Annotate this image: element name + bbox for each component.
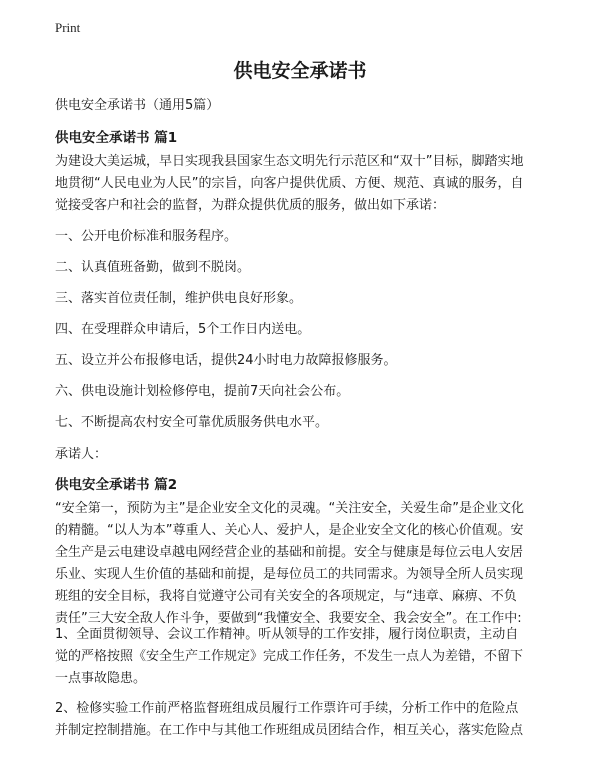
paragraph-line: 乐业、实现人生价值的基础和前提，是每位员工的共同需求。为领导全所人员实现 (55, 567, 524, 582)
section-heading-2: 供电安全承诺书 篇2 (55, 477, 178, 493)
paragraph-line: 觉的严格按照《安全生产工作规定》完成工作任务，不发生一点人为差错，不留下 (55, 649, 524, 664)
section1-intro-paragraph (55, 151, 547, 217)
paragraph-line: 责任”三大安全敌人作斗争，要做到“我懂安全、我要安全、我会安全”。在工作中: (55, 611, 522, 626)
paragraph-line: 觉接受客户和社会的监督，为群众提供优质的服务，做出如下承诺： (55, 198, 446, 213)
commitment-item: 一、公开电价标准和服务程序。 (55, 229, 238, 244)
paragraph-line: 2、检修实验工作前严格监督班组成员履行工作票许可手续，分析工作中的危险点 (55, 701, 519, 716)
commitment-item: 三、落实首位责任制，维护供电良好形象。 (55, 291, 303, 306)
paragraph-line: 为建设大美运城，早日实现我县国家生态文明先行示范区和“双十”目标，脚踏实地 (55, 154, 524, 169)
commitment-item: 二、认真值班备勤，做到不脱岗。 (55, 260, 251, 275)
paragraph-line: 全生产是云电建设卓越电网经营企业的基础和前提。安全与健康是每位云电人安居 (55, 545, 524, 560)
commitment-item: 六、供电设施计划检修停电，提前7天向社会公布。 (55, 384, 350, 399)
paragraph-line: 地贯彻“人民电业为人民”的宗旨，向客户提供优质、方便、规范、真诚的服务，自 (55, 176, 524, 191)
section2-item-1 (55, 624, 547, 690)
paragraph-line: “安全第一，预防为主”是企业安全文化的灵魂。“关注安全，关爱生命”是企业文化 (55, 501, 524, 516)
commitment-item: 七、不断提高农村安全可靠优质服务供电水平。 (55, 415, 329, 430)
section2-item-2 (55, 698, 547, 742)
document-subtitle: 供电安全承诺书（通用5篇） (55, 98, 220, 113)
signature-label: 承诺人： (55, 447, 108, 462)
paragraph-line: 一点事故隐患。 (55, 671, 147, 686)
page-title: 供电安全承诺书 (233, 60, 367, 82)
paragraph-line: 的精髓。“以人为本”尊重人、关心人、爱护人，是企业安全文化的核心价值观。安 (55, 523, 524, 538)
paragraph-line: 1、全面贯彻领导、会议工作精神。听从领导的工作安排，履行岗位职责，主动自 (55, 627, 519, 642)
paragraph-line: 并制定控制措施。在工作中与其他工作班组成员团结合作，相互关心，落实危险点 (55, 723, 524, 738)
commitment-item: 四、在受理群众申请后，5个工作日内送电。 (55, 322, 311, 337)
commitment-item: 五、设立并公布报修电话，提供24小时电力故障报修服务。 (55, 353, 397, 368)
section-heading-1: 供电安全承诺书 篇1 (55, 130, 178, 146)
paragraph-line: 班组的安全目标，我将自觉遵守公司有关安全的各项规定，与“违章、麻痹、不负 (55, 589, 517, 604)
print-link[interactable]: Print (55, 20, 81, 35)
section2-intro-paragraph (55, 498, 547, 630)
